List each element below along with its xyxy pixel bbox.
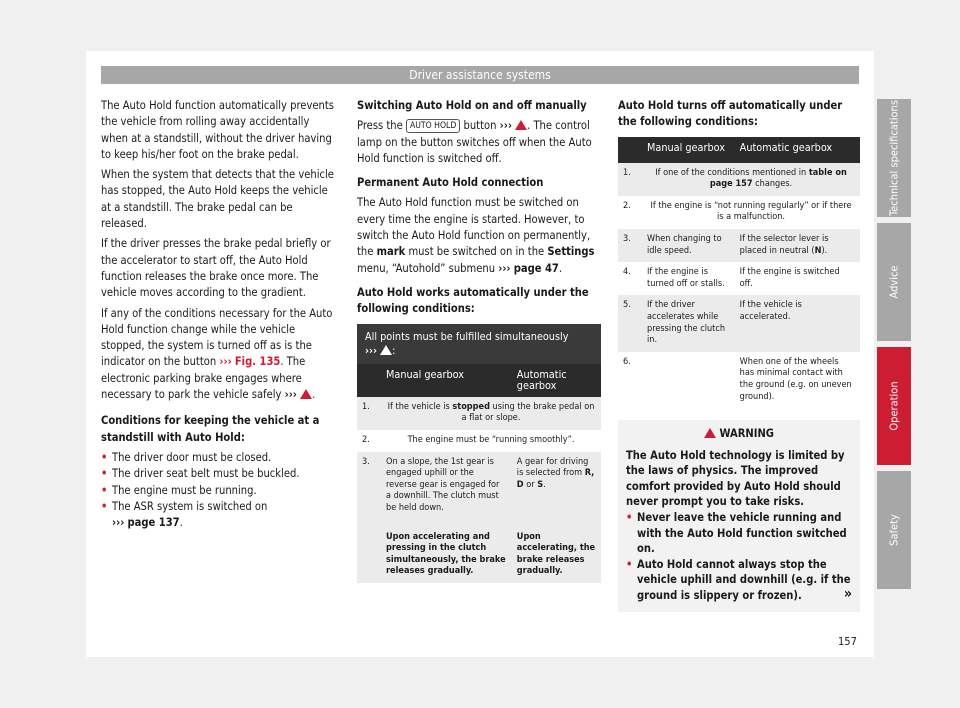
tab-safety[interactable]: Safety: [877, 471, 911, 589]
list-item: • The ASR system is switched on ››› page 137.: [101, 499, 339, 532]
col-header-auto: Automatic gearbox: [735, 137, 860, 163]
table-row: 2. If the engine is “not running regularly” or if there is a malfunction.: [618, 196, 860, 229]
manual-switch-heading: Switching Auto Hold on and off manually: [357, 99, 587, 112]
conditions-heading: Conditions for keeping the vehicle at a standstill with Auto Hold:: [101, 414, 320, 444]
turn-off-table: [618, 137, 860, 409]
auto-hold-button-label: AUTO HOLD: [406, 119, 460, 133]
table-row: Upon accelerating and pressing in the clutch simultaneously, the brake releases gradually. Upon accelerating, the brake releases gradually.: [357, 520, 601, 583]
page-47-link[interactable]: page 47: [513, 261, 559, 275]
tab-technical-specifications[interactable]: Technical specifications: [877, 99, 911, 217]
table-row: 3. When changing to idle speed. If the selector lever is placed in neutral (N).: [618, 229, 860, 262]
paragraph-release: If the driver presses the brake pedal briefly or the accelerator to start off, the Auto Hold function releases the brake once more. The vehicle moves according to the gradient.: [101, 237, 331, 300]
permanent-heading: Permanent Auto Hold connection: [357, 176, 544, 190]
warning-triangle-icon: [704, 428, 716, 438]
warning-title: WARNING: [626, 426, 852, 442]
list-item: • The driver seat belt must be buckled.: [101, 466, 339, 482]
table-row: 4. If the engine is turned off or stalls. If the engine is switched off.: [618, 262, 860, 295]
paragraph-manual-switch: Press the AUTO HOLD button ››› . The control lamp on the button switches off when the Auto Hold function is switched off.: [357, 119, 592, 165]
conditions-list: [101, 450, 339, 531]
col-header-manual: Manual gearbox: [381, 364, 512, 397]
table-row: 6. When one of the wheels has minimal contact with the ground (e.g. on uneven ground).: [618, 352, 860, 408]
table-row: 2. The engine must be “running smoothly”.: [357, 430, 601, 452]
column-3: [618, 98, 860, 612]
tab-advice[interactable]: Advice: [877, 223, 911, 341]
list-item: • The engine must be running.: [101, 483, 339, 499]
fig-135-link[interactable]: Fig. 135: [234, 355, 281, 369]
column-1: [101, 98, 339, 531]
column-2: [357, 98, 601, 583]
works-heading: Auto Hold works automatically under the following conditions:: [357, 285, 589, 316]
paragraph-standstill: When the system that detects that the vehicle has stopped, the Auto Hold keeps the vehicle at a standstill. The brake pedal can be released.: [101, 168, 334, 231]
conditions-table: [357, 324, 601, 583]
continue-arrow-icon: »: [843, 586, 852, 603]
col-header-auto: Automatic gearbox: [512, 364, 601, 397]
table-row: 3. On a slope, the 1st gear is engaged uphill or the reverse gear is engaged for a downhill. The clutch must be held down. A gear for driving is selected from R, D or S.: [357, 452, 601, 520]
warning-triangle-icon: [300, 389, 312, 399]
page-number: 157: [838, 635, 857, 648]
warning-box: WARNING The Auto Hold technology is limited by the laws of physics. The improved comfort provided by Auto Hold should never prompt you to take risks. • Never leave the vehicle running and with the Auto Hold function switched on. • Auto Hold cannot always stop the vehicle uphill and downhill (e.g. if the ground is slippery or frozen). »: [618, 420, 860, 612]
tab-operation[interactable]: Operation: [877, 347, 911, 465]
col-header-manual: Manual gearbox: [642, 137, 735, 163]
table-title: All points must be fulfilled simultaneously ››› :: [357, 324, 601, 364]
warning-list: [626, 510, 852, 604]
page-header: Driver assistance systems: [101, 66, 859, 84]
table-page-157-link[interactable]: table on page 157: [709, 167, 847, 190]
warning-triangle-icon: [380, 345, 392, 355]
paragraph-permanent: The Auto Hold function must be switched on every time the engine is started. However, to switch the Auto Hold function on permanently, the mark must be switched on in the Settings menu, “Autohold” submenu ››› page 47.: [357, 196, 595, 275]
turns-off-heading: Auto Hold turns off automatically under the following conditions:: [618, 99, 843, 129]
list-item: • The driver door must be closed.: [101, 450, 339, 466]
table-row: 1. If one of the conditions mentioned in table on page 157 changes.: [618, 163, 860, 196]
list-item: • Auto Hold cannot always stop the vehicle uphill and downhill (e.g. if the ground is slippery or frozen). »: [626, 557, 852, 604]
page-137-link[interactable]: page 137: [127, 516, 180, 530]
warning-triangle-icon: [515, 120, 527, 130]
paragraph-conditions-change: If any of the conditions necessary for the Auto Hold function change while the vehicle stopped, the system is turned off as is the indicator on the button ››› Fig. 135. The electronic parking brake engages where necessary to park the vehicle safely ››› .: [101, 306, 333, 402]
paragraph-intro: The Auto Hold function automatically prevents the vehicle from rolling away accidentally when at a standstill, without the driver having to keep his/her foot on the brake pedal.: [101, 99, 334, 161]
list-item: • Never leave the vehicle running and with the Auto Hold function switched on.: [626, 510, 852, 557]
table-row: 5. If the driver accelerates while pressing the clutch in. If the vehicle is accelerated.: [618, 295, 860, 351]
table-row: 1. If the vehicle is stopped using the brake pedal on a flat or slope.: [357, 397, 601, 430]
